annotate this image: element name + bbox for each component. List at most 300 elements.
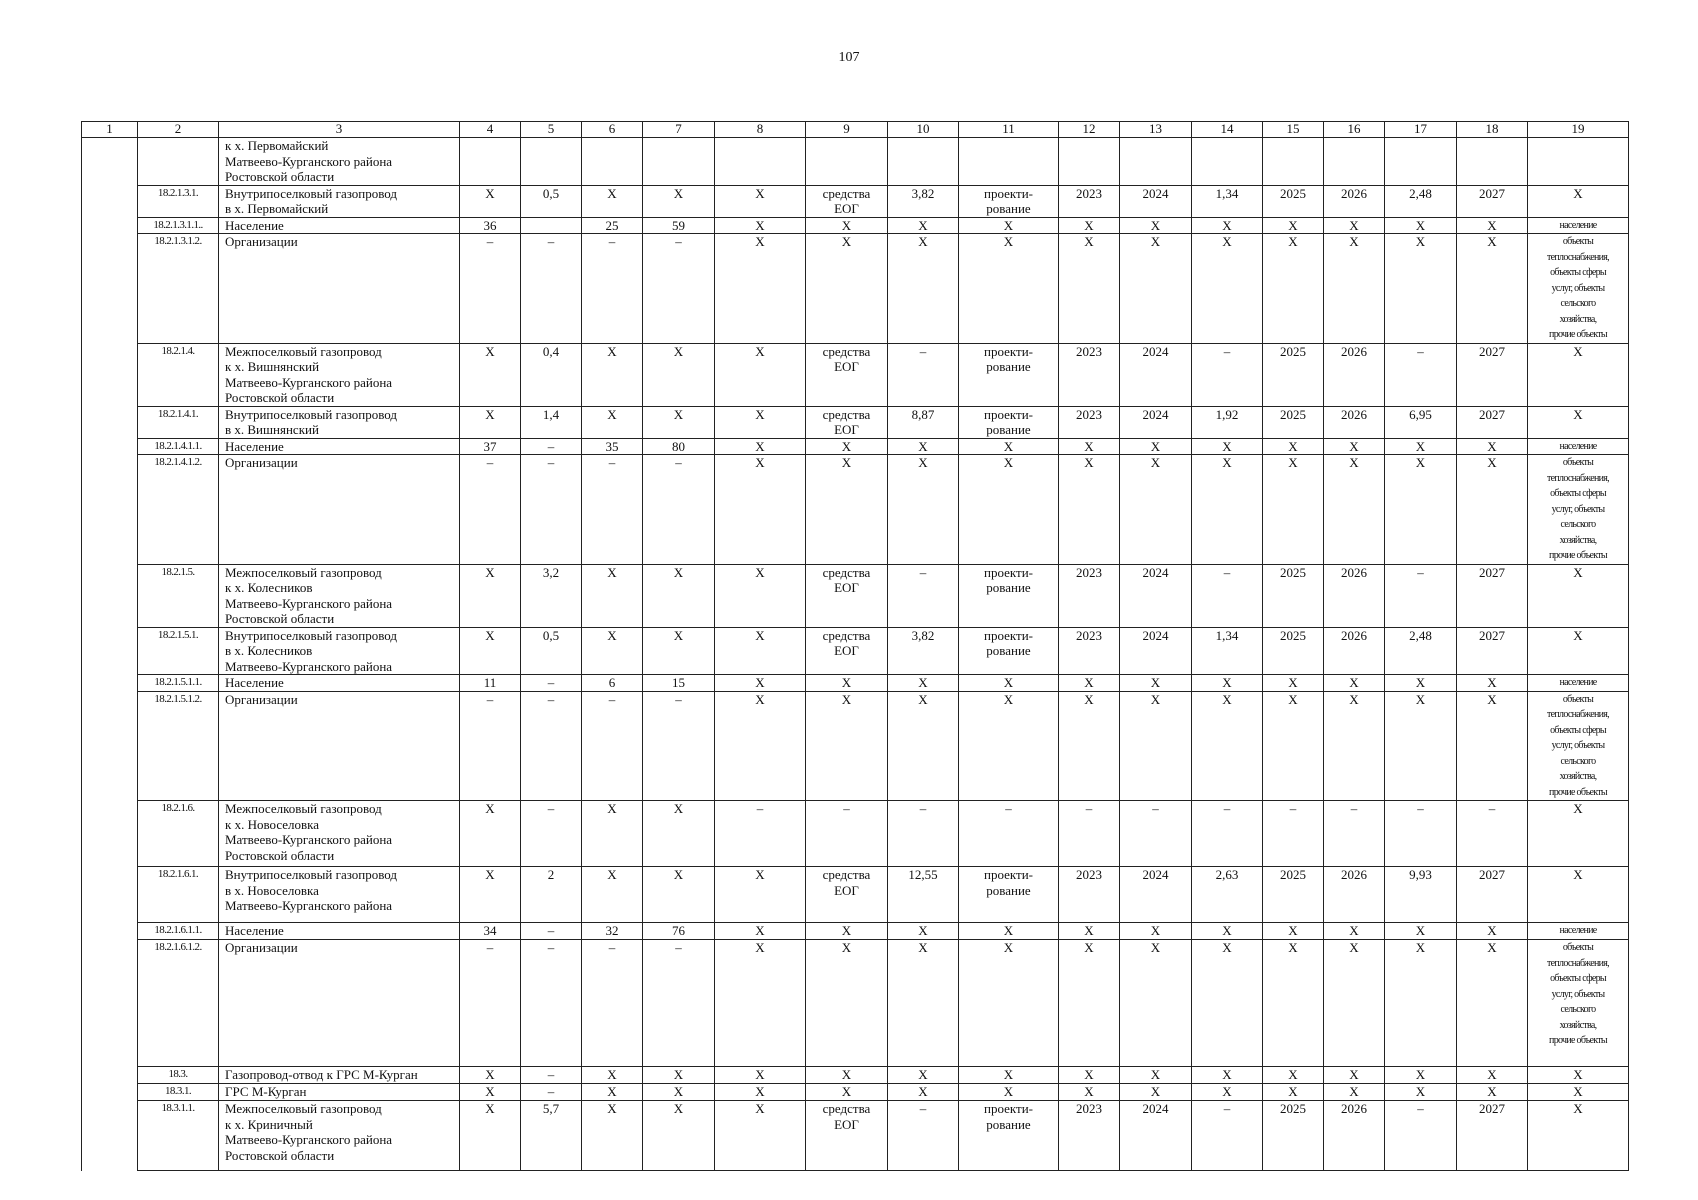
value-cell: 34 [460,923,521,940]
value-cell: 0,4 [521,343,582,406]
value-cell: 2026 [1324,867,1385,923]
value-cell: Х [715,564,806,627]
value-cell: – [888,801,959,867]
value-cell: 2026 [1324,1101,1385,1171]
item-name-cell: Организации [219,455,460,565]
value-cell: Х [1059,1084,1120,1101]
value-cell: 0,5 [521,185,582,217]
value-cell: Х [1263,1084,1324,1101]
value-cell: Х [1120,438,1192,455]
table-row [82,801,1629,867]
value-cell: 2026 [1324,627,1385,675]
value-cell: Х [1324,940,1385,1067]
value-cell: Х [1263,923,1324,940]
value-cell: Х [1059,923,1120,940]
value-cell: 2026 [1324,343,1385,406]
item-number-cell: 18.3.1.1. [138,1101,219,1171]
value-cell: – [582,455,643,565]
column-header-6: 6 [582,122,643,138]
value-cell: Х [806,923,888,940]
table-row [82,217,1629,234]
value-cell: Х [643,406,715,438]
item-number-cell: 18.2.1.5.1.2. [138,691,219,801]
value-cell: Х [715,217,806,234]
value-cell [1385,138,1457,186]
value-cell: 1,34 [1192,185,1263,217]
value-cell: средства ЕОГ [806,627,888,675]
value-cell: 32 [582,923,643,940]
value-cell [959,138,1059,186]
item-number-cell: 18.2.1.3.1. [138,185,219,217]
value-cell: – [643,234,715,344]
value-cell: Х [1457,217,1528,234]
value-cell: Х [582,406,643,438]
value-cell: Х [1324,217,1385,234]
item-name-cell: Внутрипоселковый газопровод в х. Колесников Матвеево-Курганского района [219,627,460,675]
table-row [82,406,1629,438]
consumer-category-cell: население [1528,675,1629,692]
value-cell: – [1192,564,1263,627]
value-cell: Х [715,691,806,801]
value-cell: 2027 [1457,185,1528,217]
value-cell: Х [1120,940,1192,1067]
value-cell: 2025 [1263,343,1324,406]
value-cell: Х [460,1101,521,1171]
value-cell: Х [460,627,521,675]
value-cell: средства ЕОГ [806,185,888,217]
value-cell: Х [715,675,806,692]
value-cell: Х [715,627,806,675]
column-header-17: 17 [1385,122,1457,138]
table-row [82,923,1629,940]
value-cell: 2024 [1120,185,1192,217]
value-cell: 2,63 [1192,867,1263,923]
value-cell: – [521,940,582,1067]
value-cell: Х [1385,1067,1457,1084]
value-cell: – [521,675,582,692]
consumer-category-cell: население [1528,217,1629,234]
value-cell: 2025 [1263,627,1324,675]
item-name-cell: ГРС М-Курган [219,1084,460,1101]
value-cell: Х [715,343,806,406]
value-cell: Х [1385,234,1457,344]
value-cell: Х [582,343,643,406]
value-cell: Х [1324,675,1385,692]
table-row [82,1101,1629,1171]
item-number-cell: 18.2.1.6. [138,801,219,867]
value-cell: Х [959,234,1059,344]
value-cell: – [521,438,582,455]
value-cell: 2027 [1457,406,1528,438]
value-cell: Х [1457,455,1528,565]
value-cell: Х [715,1067,806,1084]
column-header-15: 15 [1263,122,1324,138]
column-header-16: 16 [1324,122,1385,138]
item-number-cell: 18.2.1.6.1.2. [138,940,219,1067]
value-cell: 2027 [1457,564,1528,627]
item-name-cell: Внутрипоселковый газопровод в х. Первомайский [219,185,460,217]
value-cell: Х [643,801,715,867]
value-cell: проекти- рование [959,1101,1059,1171]
table-row [82,940,1629,1067]
value-cell: 3,82 [888,185,959,217]
value-cell: Х [1263,438,1324,455]
value-cell: Х [1120,675,1192,692]
value-cell: 2023 [1059,627,1120,675]
value-cell: 36 [460,217,521,234]
value-cell: средства ЕОГ [806,564,888,627]
value-cell: 8,87 [888,406,959,438]
value-cell: – [888,343,959,406]
value-cell: Х [715,455,806,565]
item-number-cell: 18.2.1.3.1.2. [138,234,219,344]
consumer-category-cell: объекты теплоснабжения, объекты сферы услуг, объекты сельского хозяйства, прочие объекты [1528,691,1629,801]
item-number-cell: 18.2.1.6.1.1. [138,923,219,940]
table-row [82,185,1629,217]
value-cell: Х [1324,455,1385,565]
value-cell: Х [1120,217,1192,234]
value-cell: Х [888,234,959,344]
table-row [82,455,1629,565]
value-cell: проекти- рование [959,406,1059,438]
table-row [82,1084,1629,1101]
value-cell: Х [1457,234,1528,344]
value-cell: 2024 [1120,867,1192,923]
value-cell [1324,138,1385,186]
item-name-cell: Население [219,438,460,455]
column-header-5: 5 [521,122,582,138]
value-cell [460,138,521,186]
value-cell: – [521,923,582,940]
column-header-10: 10 [888,122,959,138]
value-cell: проекти- рование [959,564,1059,627]
value-cell: Х [806,455,888,565]
value-cell: Х [959,940,1059,1067]
value-cell: Х [1120,691,1192,801]
value-cell: – [521,455,582,565]
value-cell: Х [1059,675,1120,692]
value-cell: проекти- рование [959,867,1059,923]
value-cell: – [1385,801,1457,867]
column-header-1: 1 [82,122,138,138]
value-cell: Х [1263,234,1324,344]
value-cell: – [1385,343,1457,406]
value-cell: – [959,801,1059,867]
item-name-cell: Межпоселковый газопровод к х. Колесников Матвеево-Курганского района Ростовской области [219,564,460,627]
item-name-cell: Межпоселковый газопровод к х. Криничный Матвеево-Курганского района Ростовской области [219,1101,460,1171]
item-name-cell: Внутрипоселковый газопровод в х. Вишнянский [219,406,460,438]
value-cell: 1,92 [1192,406,1263,438]
value-cell: 2025 [1263,867,1324,923]
table-row [82,1067,1629,1084]
value-cell: 2027 [1457,627,1528,675]
value-cell: Х [1192,923,1263,940]
consumer-category-cell: объекты теплоснабжения, объекты сферы услуг, объекты сельского хозяйства, прочие объекты [1528,234,1629,344]
value-cell: Х [959,1084,1059,1101]
column-header-12: 12 [1059,122,1120,138]
value-cell: Х [1457,1084,1528,1101]
item-number-cell: 18.2.1.3.1.1.. [138,217,219,234]
value-cell: Х [806,438,888,455]
value-cell: Х [1385,217,1457,234]
value-cell: Х [806,234,888,344]
value-cell: – [1192,1101,1263,1171]
value-cell: Х [888,217,959,234]
value-cell: Х [1059,455,1120,565]
consumer-category-cell: население [1528,923,1629,940]
item-name-cell: Население [219,217,460,234]
value-cell: 2,48 [1385,185,1457,217]
value-cell: 2027 [1457,867,1528,923]
value-cell: Х [806,1067,888,1084]
value-cell: 59 [643,217,715,234]
value-cell: Х [1263,217,1324,234]
value-cell: 0,5 [521,627,582,675]
value-cell: 2023 [1059,343,1120,406]
value-cell: – [460,691,521,801]
value-cell: Х [715,406,806,438]
column-header-18: 18 [1457,122,1528,138]
value-cell: 9,93 [1385,867,1457,923]
value-cell: Х [1528,564,1629,627]
value-cell: Х [1192,217,1263,234]
value-cell: Х [806,217,888,234]
value-cell [888,138,959,186]
value-cell: – [1120,801,1192,867]
value-cell: Х [1263,940,1324,1067]
value-cell: 2026 [1324,185,1385,217]
value-cell: Х [888,940,959,1067]
value-cell: Х [888,438,959,455]
value-cell [1457,138,1528,186]
column-number-row [82,122,1629,138]
value-cell: Х [582,1084,643,1101]
consumer-category-cell: население [1528,438,1629,455]
value-cell: 2023 [1059,867,1120,923]
table-row [82,867,1629,923]
value-cell: Х [1059,1067,1120,1084]
value-cell: Х [460,867,521,923]
item-name-cell: Население [219,675,460,692]
value-cell: Х [1192,234,1263,344]
column-header-13: 13 [1120,122,1192,138]
value-cell: Х [582,867,643,923]
column-header-3: 3 [219,122,460,138]
column-header-4: 4 [460,122,521,138]
value-cell: Х [1324,923,1385,940]
value-cell: Х [1457,438,1528,455]
value-cell: 3,82 [888,627,959,675]
value-cell [1528,138,1629,186]
section-column-cell [82,138,138,1171]
item-name-cell: Межпоселковый газопровод к х. Вишнянский Матвеево-Курганского района Ростовской области [219,343,460,406]
value-cell: Х [1120,923,1192,940]
value-cell: 2024 [1120,627,1192,675]
value-cell: 2023 [1059,1101,1120,1171]
value-cell: Х [1385,940,1457,1067]
value-cell: – [1385,1101,1457,1171]
item-name-cell: Организации [219,234,460,344]
value-cell: Х [1457,691,1528,801]
value-cell: Х [715,1101,806,1171]
value-cell: 2026 [1324,406,1385,438]
value-cell [643,138,715,186]
value-cell [1059,138,1120,186]
value-cell: – [1263,801,1324,867]
value-cell: Х [1192,455,1263,565]
value-cell [521,217,582,234]
value-cell [582,138,643,186]
value-cell: Х [1528,1067,1629,1084]
table-row [82,438,1629,455]
value-cell: Х [1263,675,1324,692]
value-cell: Х [1385,675,1457,692]
item-name-cell: Организации [219,940,460,1067]
value-cell: Х [1528,801,1629,867]
value-cell: – [1059,801,1120,867]
value-cell: Х [806,675,888,692]
value-cell: Х [460,801,521,867]
value-cell: 2023 [1059,185,1120,217]
value-cell: Х [582,627,643,675]
value-cell: 76 [643,923,715,940]
value-cell: Х [1192,1067,1263,1084]
value-cell: Х [1059,217,1120,234]
value-cell: Х [1120,234,1192,344]
value-cell: Х [959,1067,1059,1084]
value-cell: Х [959,675,1059,692]
value-cell: 37 [460,438,521,455]
value-cell: 2025 [1263,564,1324,627]
value-cell: Х [1192,691,1263,801]
value-cell: 1,34 [1192,627,1263,675]
value-cell: – [643,940,715,1067]
item-number-cell: 18.2.1.6.1. [138,867,219,923]
value-cell: Х [1324,691,1385,801]
item-name-cell: Организации [219,691,460,801]
value-cell: Х [888,455,959,565]
value-cell: 2027 [1457,343,1528,406]
value-cell: Х [715,940,806,1067]
value-cell: средства ЕОГ [806,406,888,438]
table-row [82,234,1629,344]
value-cell: Х [1385,923,1457,940]
value-cell: Х [1324,1067,1385,1084]
value-cell: Х [1324,1084,1385,1101]
value-cell: Х [1324,234,1385,344]
investment-program-table [81,121,1629,1171]
value-cell: Х [643,1067,715,1084]
value-cell: Х [643,185,715,217]
value-cell: Х [715,1084,806,1101]
value-cell: Х [888,1084,959,1101]
value-cell: Х [643,627,715,675]
value-cell: – [460,455,521,565]
value-cell: – [1324,801,1385,867]
value-cell: Х [582,1067,643,1084]
item-number-cell: 18.2.1.5. [138,564,219,627]
value-cell: 2023 [1059,564,1120,627]
value-cell: Х [643,1101,715,1171]
value-cell: Х [806,691,888,801]
value-cell: 2025 [1263,1101,1324,1171]
value-cell: Х [582,801,643,867]
value-cell: – [806,801,888,867]
value-cell: Х [1324,438,1385,455]
value-cell: – [460,940,521,1067]
value-cell: проекти- рование [959,627,1059,675]
value-cell: Х [1192,438,1263,455]
value-cell: 15 [643,675,715,692]
item-number-cell: 18.2.1.5.1. [138,627,219,675]
item-name-cell: к х. Первомайский Матвеево-Курганского района Ростовской области [219,138,460,186]
value-cell: Х [1059,438,1120,455]
value-cell: – [888,1101,959,1171]
value-cell: – [715,801,806,867]
value-cell [1120,138,1192,186]
value-cell: средства ЕОГ [806,1101,888,1171]
value-cell: Х [582,185,643,217]
value-cell: Х [643,867,715,923]
value-cell: Х [582,1101,643,1171]
value-cell: 2025 [1263,406,1324,438]
table-row [82,343,1629,406]
value-cell: 6,95 [1385,406,1457,438]
column-header-8: 8 [715,122,806,138]
value-cell: 1,4 [521,406,582,438]
item-number-cell: 18.2.1.4.1. [138,406,219,438]
value-cell: Х [959,923,1059,940]
table-row [82,675,1629,692]
value-cell: Х [1457,940,1528,1067]
value-cell: – [582,691,643,801]
value-cell: Х [959,455,1059,565]
value-cell: Х [1385,691,1457,801]
value-cell: 2024 [1120,1101,1192,1171]
value-cell: Х [582,564,643,627]
value-cell: Х [1120,1067,1192,1084]
value-cell: – [1385,564,1457,627]
table-row [82,627,1629,675]
value-cell: Х [1528,1101,1629,1171]
value-cell: – [643,691,715,801]
value-cell: – [1192,343,1263,406]
value-cell: Х [460,1067,521,1084]
column-header-11: 11 [959,122,1059,138]
item-name-cell: Внутрипоселковый газопровод в х. Новоселовка Матвеево-Курганского района [219,867,460,923]
value-cell: Х [1528,343,1629,406]
value-cell: Х [1059,940,1120,1067]
value-cell: Х [806,940,888,1067]
value-cell: Х [460,185,521,217]
value-cell: Х [1059,234,1120,344]
value-cell: Х [1263,1067,1324,1084]
value-cell: 3,2 [521,564,582,627]
value-cell: Х [643,1084,715,1101]
value-cell: 2024 [1120,564,1192,627]
value-cell: 2,48 [1385,627,1457,675]
table-row [82,138,1629,186]
value-cell: Х [715,185,806,217]
value-cell: Х [460,406,521,438]
column-header-7: 7 [643,122,715,138]
item-number-cell: 18.2.1.5.1.1. [138,675,219,692]
value-cell: 2025 [1263,185,1324,217]
consumer-category-cell: объекты теплоснабжения, объекты сферы услуг, объекты сельского хозяйства, прочие объекты [1528,940,1629,1067]
value-cell: – [521,1067,582,1084]
value-cell: Х [959,438,1059,455]
value-cell: 80 [643,438,715,455]
